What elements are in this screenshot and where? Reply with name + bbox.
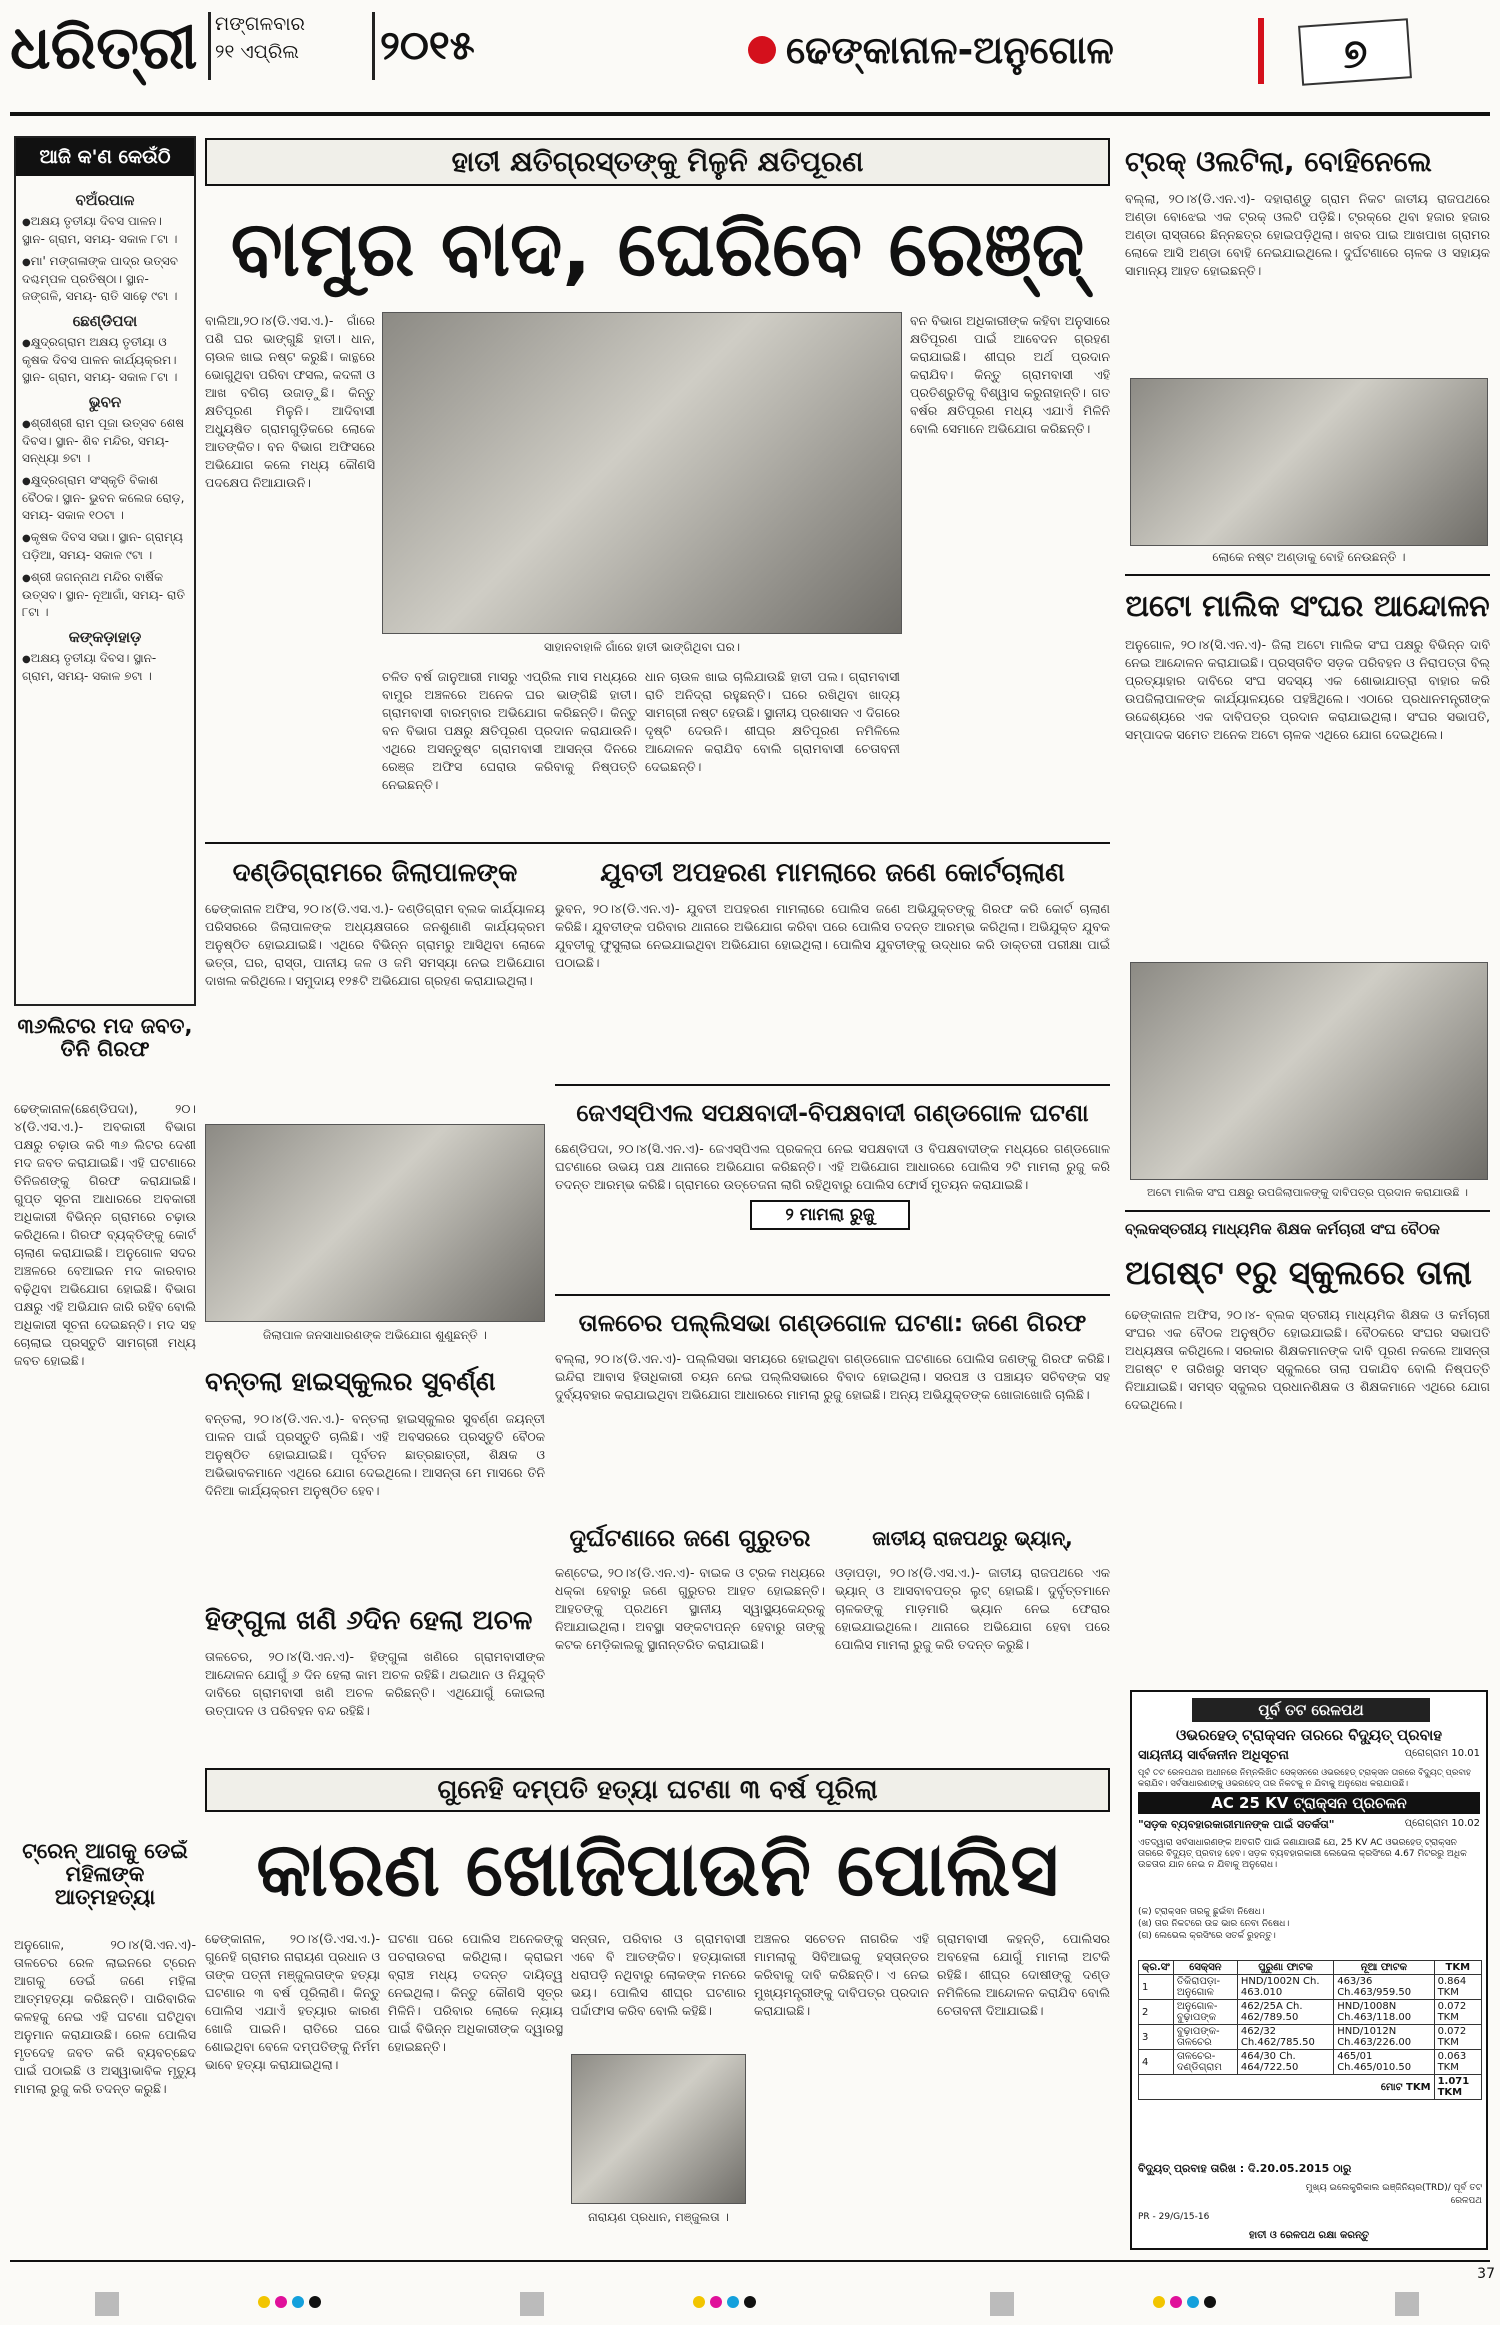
events-place: ଛେଣ୍ଡିପଦା — [72, 312, 138, 330]
ad-sub-title: "ସଡ଼କ ବ୍ୟବହାରକାରୀମାନଙ୍କ ପାଇଁ ସତର୍କତା" — [1138, 1818, 1335, 1831]
masthead-divider — [208, 12, 211, 80]
murder-col-3: ସନ୍ତାନ, ପରିବାର ଓ ଗ୍ରାମବାସୀ ଏବେ ବି ଆତଙ୍କିତ। ହତ୍ୟାକାରୀ ଧରାପଡ଼ି ନଥିବାରୁ ଲୋକଙ୍କ ମନରେ ଭୟ। ପୋଲିସ ଶୀଘ୍ର ଘଟଣାର ପର୍ଦ୍ଦାଫାସ କରିବ ବୋଲି କହିଛି। — [571, 1931, 746, 2018]
talcher-body: ବଲ୍ଲା, ୨୦।୪(ଡି.ଏନ.ଏ)- ପଲ୍ଲିସଭା ସମୟରେ ହୋଇଥିବା ଗଣ୍ଡଗୋଳ ଘଟଣାରେ ପୋଲିସ ଜଣଙ୍କୁ ଗିରଫ କରିଛି। ଇନ୍ଦିରା ଆବାସ ହିତାଧିକାରୀ ଚୟନ ନେଇ ପଲ୍ଲିସଭାରେ ବିବାଦ ହୋଇଥିଲା। ସରପଞ୍ଚ ଓ ପଞ୍ଚାୟତ ସଚିବଙ୍କ ସହ ଦୁର୍ବ୍ୟବହାର କରାଯାଇଥିବା ଅଭିଯୋଗ ଆଧାରରେ ମାମଲା ରୁଜୁ ହୋଇଛି। ଅନ୍ୟ ଅଭିଯୁକ୍ତଙ୍କ ଖୋଜାଖୋଜି ଚାଲିଛି। — [555, 1351, 1110, 1402]
ad-rule: (ଗ) ଲେଭେଲ କ୍ରସିଂରେ ସତର୍କ ରୁହନ୍ତୁ। — [1138, 1931, 1276, 1941]
murder-headline: କାରଣ ଖୋଜିପାଉନି ପୋଲିସ — [256, 1827, 1059, 1913]
event-item: ● ମା' ମଙ୍ଗଳାଙ୍କ ପାଦ୍ର ଉତ୍ସବ ଦଶ୍ଚମ୍ପଳ ପ୍ରତିଷ୍ଠା। ସ୍ଥାନ- ଜଙ୍ଗଳି, ସମୟ- ରାତି ସାଢ଼େ ୯ଟା । — [22, 253, 188, 305]
murder-col-5: ଗ୍ରାମବାସୀ କହନ୍ତି, ପୋଲିସର ଅବହେଳା ଯୋଗୁଁ ମାମଲା ଅଟକି ରହିଛି। ଶୀଘ୍ର ଦୋଷୀଙ୍କୁ ଦଣ୍ଡ ନମିଳିଲେ ଆନ୍ଦୋଳନ କରାଯିବ ବୋଲି ଚେତାବନୀ ଦିଆଯାଇଛି। — [937, 1931, 1110, 2018]
ad-cell: 463/36 Ch.463/959.50 — [1334, 1975, 1434, 2000]
ad-org: ପୂର୍ବ ତଟ ରେଳପଥ — [1192, 1698, 1430, 1722]
ad-cell: 462/25A Ch. 462/789.50 — [1237, 2000, 1333, 2025]
ad-pr-no: PR - 29/G/15-16 — [1138, 2212, 1210, 2222]
railway-notice-ad — [1130, 1690, 1488, 2250]
talcher-headline: ତାଳଚେର ପଲ୍ଲିସଭା ଗଣ୍ଡଗୋଳ ଘଟଣା: ଜଣେ ଗିରଫ — [578, 1309, 1087, 1337]
ad-cell: 2 — [1139, 2000, 1174, 2025]
ad-table — [1138, 1960, 1482, 2100]
truck-headline: ଟ୍ରକ୍ ଓଲଟିଲା, ବୋହିନେଲେ — [1125, 145, 1432, 178]
school-kicker: ବ୍ଲକସ୍ତରୀୟ ମାଧ୍ୟମିକ ଶିକ୍ଷକ କର୍ମଚାରୀ ସଂଘ ବୈଠକ — [1125, 1220, 1440, 1238]
event-item: ● କ୍ଷୁଦ୍ରଗ୍ରାମ ଅକ୍ଷୟ ତୃତୀୟା ଓ କୃଷକ ଦିବସ ପାଳନ କାର୍ଯ୍ୟକ୍ରମ। ସ୍ଥାନ- ଗ୍ରାମ, ସମୟ- ସକାଳ ୮ଟା । — [22, 334, 188, 386]
section-rule — [205, 842, 1110, 844]
ad-rules — [1138, 1906, 1480, 1954]
ad-cell: 462/32 Ch.462/785.50 — [1237, 2025, 1333, 2050]
loot-headline: ଜାତୀୟ ରାଜପଥରୁ ଭ୍ୟାନ୍, — [872, 1526, 1073, 1550]
event-item: ● କୃଷକ ଦିବସ ସଭା। ସ୍ଥାନ- ଗ୍ରାମ୍ୟ ପଡ଼ିଆ, ସମୟ- ସକାଳ ୯ଟା । — [22, 529, 188, 564]
ad-sub-no: ପ୍ରୋଗ୍ରାମ 10.02 — [1404, 1818, 1480, 1829]
table-row — [1139, 2050, 1482, 2075]
murder-victims-photo — [571, 2054, 746, 2204]
cmyk-dots-icon — [690, 2290, 760, 2314]
accident-headline: ଦୁର୍ଘଟଣାରେ ଜଣେ ଗୁରୁତର — [569, 1524, 811, 1552]
ad-signature: ମୁଖ୍ୟ ଇଲେକ୍ଟ୍ରିକାଲ ଇଞ୍ଜିନିୟର(TRD)/ ପୂର୍ବ ତଟ ରେଳପଥ — [1305, 2183, 1482, 2206]
ad-cell: 464/30 Ch. 464/722.50 — [1237, 2050, 1333, 2075]
jsp-subhead: ୨ ମାମଲା ରୁଜୁ — [750, 1200, 910, 1230]
ad-notice-no: ପ୍ରୋଗ୍ରାମ 10.01 — [1404, 1748, 1480, 1759]
event-item: ● କ୍ଷୁଦ୍ରଗ୍ରାମ ସଂସ୍କୃତି ବିକାଶ ବୈଠକ। ସ୍ଥାନ- ଭୁବନ କଲେଜ ରୋଡ଼, ସମୟ- ସକାଳ ୧୦ଟା । — [22, 472, 188, 524]
auto-body: ଅନୁଗୋଳ, ୨୦।୪(ସି.ଏନ.ଏ)- ଜିଲା ଅଟୋ ମାଲିକ ସଂଘ ପକ୍ଷରୁ ବିଭିନ୍ନ ଦାବି ନେଇ ଆନ୍ଦୋଳନ କରାଯାଇଛି। ପ୍ରସ୍ତାବିତ ସଡ଼କ ପରିବହନ ଓ ନିରାପତ୍ତା ବିଲ୍ ପ୍ରତ୍ୟାହାର ଦାବିରେ ସଂଘ ସଦସ୍ୟ ଏକ ଶୋଭାଯାତ୍ରା ବାହାର କରି ଉପଜିଲାପାଳଙ୍କ କାର୍ଯ୍ୟାଳୟରେ ପହଞ୍ଚିଥିଲେ। ଏଠାରେ ପ୍ରଧାନମନ୍ତ୍ରୀଙ୍କ ଉଦ୍ଦେଶ୍ୟରେ ଏକ ଦାବିପତ୍ର ପ୍ରଦାନ କରାଯାଇଥିଲା। ସଂଘର ସଭାପତି, ସମ୍ପାଦକ ସମେତ ଅନେକ ଅଟୋ ଚାଳକ ଏଥିରେ ଯୋଗ ଦେଇଥିଲେ। — [1125, 637, 1490, 742]
grievance-body: ଢେଙ୍କାନାଳ ଅଫିସ, ୨୦।୪(ଡି.ଏସ.ଏ.)- ଦଣ୍ଡିଗ୍ରାମ ବ୍ଲକ କାର୍ଯ୍ୟାଳୟ ପରିସରରେ ଜିଲାପାଳଙ୍କ ଅଧ୍ୟକ୍ଷତାରେ ଜନଶୁଣାଣି କାର୍ଯ୍ୟକ୍ରମ ଅନୁଷ୍ଠିତ ହୋଇଯାଇଛି। ଏଥିରେ ବିଭିନ୍ନ ଗ୍ରାମରୁ ଆସିଥିବା ଲୋକେ ଭତ୍ତା, ଘର, ରାସ୍ତା, ପାନୀୟ ଜଳ ଓ ଜମି ସମସ୍ୟା ନେଇ ଅଭିଯୋଗ ଦାଖଲ କରିଥିଲେ। ସମୁଦାୟ ୧୨୫ଟି ଅଭିଯୋଗ ଗ୍ରହଣ କରାଯାଇଥିଲା। — [205, 901, 545, 988]
jsp-headline: ଜେଏସ୍‌ପିଏଲ ସପକ୍ଷବାଦୀ-ବିପକ୍ଷବାଦୀ ଗଣ୍ଡଗୋଳ ଘଟଣା — [576, 1099, 1089, 1127]
train-body: ଅନୁଗୋଳ, ୨୦।୪(ସି.ଏନ.ଏ)- ତାଳଚେର ରେଳ ଲାଇନରେ ଟ୍ରେନ ଆଗକୁ ଡେଇଁ ଜଣେ ମହିଳା ଆତ୍ମହତ୍ୟା କରିଛନ୍ତି। ପାରିବାରିକ କଳହକୁ ନେଇ ଏହି ଘଟଣା ଘଟିଥିବା ଅନୁମାନ କରାଯାଉଛି। ରେଳ ପୋଲିସ ମୃତଦେହ ଜବତ କରି ବ୍ୟବଚ୍ଛେଦ ପାଇଁ ପଠାଇଛି ଓ ଅସ୍ୱାଭାବିକ ମୃତ୍ୟୁ ମାମଲା ରୁଜୁ କରି ତଦନ୍ତ କରୁଛି। — [14, 1937, 196, 2096]
section-rule — [1125, 574, 1490, 576]
ad-notice-title: ସାୟନୀୟ ସାର୍ବଜନୀନ ଅଧିସୂଚନା — [1138, 1748, 1289, 1763]
cmyk-dots-icon — [1150, 2290, 1220, 2314]
auto-headline: ଅଟୋ ମାଲିକ ସଂଘର ଆନ୍ଦୋଳନ — [1125, 589, 1490, 624]
jubilee-body: ବନ୍ତଲା, ୨୦।୪(ଡି.ଏନ.ଏ.)- ବନ୍ତଲା ହାଇସ୍କୁଲର ସୁବର୍ଣ୍ଣ ଜୟନ୍ତୀ ପାଳନ ପାଇଁ ପ୍ରସ୍ତୁତି ଚାଲିଛି। ଏହି ଅବସରରେ ପ୍ରସ୍ତୁତି ବୈଠକ ଅନୁଷ୍ଠିତ ହୋଇଯାଇଛି। ପୂର୍ବତନ ଛାତ୍ରଛାତ୍ରୀ, ଶିକ୍ଷକ ଓ ଅଭିଭାବକମାନେ ଏଥିରେ ଯୋଗ ଦେଇଥିଲେ। ଆସନ୍ତା ମେ ମାସରେ ତିନି ଦିନିଆ କାର୍ଯ୍ୟକ୍ରମ ଅନୁଷ୍ଠିତ ହେବ। — [205, 1411, 545, 1498]
truck-photo-caption: ଲୋକେ ନଷ୍ଟ ଅଣ୍ଡାକୁ ବୋହି ନେଉଛନ୍ତି । — [1212, 550, 1406, 564]
footer-rule — [10, 2260, 1490, 2262]
events-listing-box — [14, 136, 196, 1006]
elephant-col-2: ଚଳିତ ବର୍ଷ ଜାନୁଆରୀ ମାସରୁ ଏପ୍ରିଲ ମାସ ମଧ୍ୟରେ ବାମୁର ଅଞ୍ଚଳରେ ଅନେକ ଘର ଭାଙ୍ଗିଛି ହାତୀ। ଗ୍ରାମବାସୀ ବାରମ୍ବାର ଅଭିଯୋଗ କରିଛନ୍ତି। କିନ୍ତୁ ବନ ବିଭାଗ ପକ୍ଷରୁ କ୍ଷତିପୂରଣ ପ୍ରଦାନ କରାଯାଉନି। ଏଥିରେ ଅସନ୍ତୁଷ୍ଟ ଗ୍ରାମବାସୀ ଆସନ୍ତା ଦିନରେ ରେଞ୍ଜ ଅଫିସ ଘେରାଉ କରିବାକୁ ନିଷ୍ପତ୍ତି ନେଇଛନ୍ତି। — [382, 669, 637, 792]
ad-warning: ଓଭରହେଡ୍ ଟ୍ରାକ୍ସନ ତାରରେ ବିଦ୍ୟୁତ୍ ପ୍ରବାହ — [1175, 1726, 1443, 1744]
masthead-red-bar — [1258, 18, 1264, 84]
registration-mark — [990, 2292, 1014, 2316]
murder-col-2: ଘଟଣା ପରେ ପୋଲିସ ଅନେକଙ୍କୁ ପଚରାଉଚରା କରିଥିଲା। କ୍ରାଇମ ବ୍ରାଞ୍ଚ ମଧ୍ୟ ତଦନ୍ତ ଦାୟିତ୍ୱ ନେଇଥିଲା। କିନ୍ତୁ କୌଣସି ସୂତ୍ର ମିଳିନି। ପରିବାର ଲୋକେ ନ୍ୟାୟ ପାଇଁ ବିଭିନ୍ନ ଅଧିକାରୀଙ୍କ ଦ୍ୱାରସ୍ଥ ହୋଇଛନ୍ତି। — [388, 1931, 563, 2054]
ad-table-header: କ୍ର.ସଂ — [1139, 1961, 1174, 1975]
section-rule — [555, 1084, 1110, 1086]
ad-cell: HND/1012N Ch.463/226.00 — [1334, 2025, 1434, 2050]
elephant-headline: ବାମୁର ବାଦ, ଘେରିବେ ରେଞ୍ଜ୍ — [230, 204, 1085, 293]
events-listing-body — [22, 184, 188, 1000]
jubilee-headline: ବନ୍ତଲା ହାଇସ୍କୁଲର ସୁବର୍ଣ୍ଣ — [205, 1367, 496, 1397]
abduction-body: ଭୁବନ, ୨୦।୪(ଡି.ଏନ.ଏ)- ଯୁବତୀ ଅପହରଣ ମାମଲାରେ ପୋଲିସ ଜଣେ ଅଭିଯୁକ୍ତଙ୍କୁ ଗିରଫ କରି କୋର୍ଟ ଚାଲାଣ କରିଛି। ଯୁବତୀଙ୍କ ପରିବାର ଥାନାରେ ଅଭିଯୋଗ କରିବା ପରେ ପୋଲିସ ତଦନ୍ତ ଆରମ୍ଭ କରିଥିଲା। ଅଭିଯୁକ୍ତ ଯୁବକ ଯୁବତୀକୁ ଫୁସୁଲାଇ ନେଇଯାଇଥିବା ଅଭିଯୋଗ ହୋଇଥିଲା। ପୋଲିସ ଯୁବତୀଙ୍କୁ ଉଦ୍ଧାର କରି ଡାକ୍ତରୀ ପରୀକ୍ଷା ପାଇଁ ପଠାଇଛି। — [555, 901, 1110, 970]
page-number: ୭ — [1298, 18, 1412, 86]
ad-date-line: ବିଦ୍ୟୁତ୍ ପ୍ରବାହ ତାରିଖ : ଦି.20.05.2015 ଠାରୁ — [1138, 2162, 1352, 2175]
mine-body: ତାଳଚେର, ୨୦।୪(ସି.ଏନ.ଏ)- ହିଙ୍ଗୁଳା ଖଣିରେ ଗ୍ରାମବାସୀଙ୍କ ଆନ୍ଦୋଳନ ଯୋଗୁଁ ୬ ଦିନ ହେଲା କାମ ଅଚଳ ରହିଛି। ଥଇଥାନ ଓ ନିଯୁକ୍ତି ଦାବିରେ ଗ୍ରାମବାସୀ ଖଣି ଅଚଳ କରିଛନ୍ତି। ଏଥିଯୋଗୁଁ କୋଇଲା ଉତ୍ପାଦନ ଓ ପରିବହନ ବନ୍ଦ ରହିଛି। — [205, 1649, 545, 1718]
elephant-col-4: ବନ ବିଭାଗ ଅଧିକାରୀଙ୍କ କହିବା ଅନୁସାରେ କ୍ଷତିପୂରଣ ପାଇଁ ଆବେଦନ ଗ୍ରହଣ କରାଯାଇଛି। ଶୀଘ୍ର ଅର୍ଥ ପ୍ରଦାନ କରାଯିବ। କିନ୍ତୁ ଗ୍ରାମବାସୀ ଏହି ପ୍ରତିଶ୍ରୁତିକୁ ବିଶ୍ୱାସ କରୁନାହାନ୍ତି। ଗତ ବର୍ଷର କ୍ଷତିପୂରଣ ମଧ୍ୟ ଏଯାଏଁ ମିଳିନି ବୋଲି ସେମାନେ ଅଭିଯୋଗ କରିଛନ୍ତି। — [910, 313, 1110, 436]
elephant-kicker: ହାତୀ କ୍ଷତିଗ୍ରସ୍ତଙ୍କୁ ମିଳୁନି କ୍ଷତିପୂରଣ — [205, 138, 1110, 186]
section-rule — [555, 1294, 1110, 1296]
ad-para-2: ଏତଦ୍ୱାରା ସର୍ବସାଧାରଣଙ୍କ ଅବଗତି ପାଇଁ ଜଣାଯାଉଛି ଯେ, 25 KV AC ଓଭରହେଡ୍ ଟ୍ରାକ୍ସନ ତାରରେ ବିଦ୍ୟୁତ୍ ପ୍ରବାହ ହେବ। ସଡ଼କ ବ୍ୟବହାରକାରୀ ଲେଭେଲ କ୍ରସିଂରେ 4.67 ମିଟରରୁ ଅଧିକ ଉଚ୍ଚତାର ଯାନ ନେଇ ନ ଯିବାକୁ ଅନୁରୋଧ। — [1138, 1838, 1467, 1870]
elephant-col-3: ଧାନ ଚାଉଳ ଖାଇ ଚାଲିଯାଉଛି ହାତୀ ପଲ। ଗ୍ରାମବାସୀ ରାତି ଅନିଦ୍ରା ରହୁଛନ୍ତି। ଘରେ ରଖିଥିବା ଖାଦ୍ୟ ସାମଗ୍ରୀ ନଷ୍ଟ ହେଉଛି। ସ୍ଥାନୀୟ ପ୍ରଶାସନ ଏ ଦିଗରେ ଦୃଷ୍ଟି ଦେଉନି। ଶୀଘ୍ର କ୍ଷତିପୂରଣ ନମିଳିଲେ ଆନ୍ଦୋଳନ କରାଯିବ ବୋଲି ଗ୍ରାମବାସୀ ଚେତାବନୀ ଦେଇଛନ୍ତି। — [645, 669, 900, 774]
ad-cell: 3 — [1139, 2025, 1174, 2050]
abduction-headline: ଯୁବତୀ ଅପହରଣ ମାମଲାରେ ଜଣେ କୋର୍ଟଚାଲାଣ — [600, 858, 1065, 888]
ad-cell: HND/1008N Ch.463/118.00 — [1334, 2000, 1434, 2025]
events-place: ଭୁବନ — [88, 393, 122, 411]
folio-number: 37 — [1477, 2266, 1495, 2282]
truck-body: ବଲ୍ଲା, ୨୦।୪(ଡି.ଏନ.ଏ)- ଦହାରାଣ୍ଡୁ ଗ୍ରାମ ନିକଟ ଜାତୀୟ ରାଜପଥରେ ଅଣ୍ଡା ବୋଝେଇ ଏକ ଟ୍ରକ୍ ଓଲଟି ପଡ଼ିଛି। ଟ୍ରକ୍‌ରେ ଥିବା ହଜାର ହଜାର ଅଣ୍ଡା ରାସ୍ତାରେ ଛିନ୍ନଛତ୍ର ହୋଇପଡ଼ିଥିଲା। ଖବର ପାଇ ଆଖପାଖ ଗ୍ରାମର ଲୋକେ ଆସି ଅଣ୍ଡା ବୋହି ନେଇଯାଇଥିଲେ। ଦୁର୍ଘଟଣାରେ ଚାଳକ ଓ ସହାୟକ ସାମାନ୍ୟ ଆହତ ହୋଇଛନ୍ତି। — [1125, 191, 1490, 278]
murder-photo-caption: ନାରାୟଣ ପ୍ରଧାନ, ମଞ୍ଜୁଲତା । — [588, 2210, 729, 2224]
color-registration-dots — [255, 2290, 325, 2314]
events-listing-title: ଆଜି କ'ଣ କେଉଁଠି — [16, 138, 194, 176]
ad-cell: ତିକିରାପଡ଼ା-ଅନୁଗୋଳ — [1173, 1975, 1237, 2000]
ad-cell: 0.864 TKM — [1434, 1975, 1481, 2000]
table-row — [1139, 1975, 1482, 2000]
event-item: ● ଅକ୍ଷୟ ତୃତୀୟା ଦିବସ ପାଳନ। ସ୍ଥାନ- ଗ୍ରାମ, ସମୟ- ସକାଳ ୮ଟା । — [22, 213, 188, 248]
ad-cell: 1 — [1139, 1975, 1174, 2000]
loot-body: ଓଡ଼ାପଡ଼ା, ୨୦।୪(ଡି.ଏସ.ଏ.)- ଜାତୀୟ ରାଜପଥରେ ଏକ ଭ୍ୟାନ୍ ଓ ଆସବାବପତ୍ର ଲୁଟ୍ ହୋଇଛି। ଦୁର୍ବୃତ୍ତମାନେ ଚାଳକଙ୍କୁ ମାଡ଼ମାରି ଭ୍ୟାନ ନେଇ ଫେରାର ହୋଇଯାଇଥିଲେ। ଥାନାରେ ଅଭିଯୋଗ ହେବା ପରେ ପୋଲିସ ମାମଲା ରୁଜୁ କରି ତଦନ୍ତ କରୁଛି। — [835, 1565, 1110, 1652]
event-item: ● ଅକ୍ଷୟ ତୃତୀୟା ଦିବସ। ସ୍ଥାନ- ଗ୍ରାମ, ସମୟ- ସକାଳ ୭ଟା । — [22, 650, 188, 685]
table-row — [1139, 2000, 1482, 2025]
elephant-col-1: ବାଲିଆ,୨୦।୪(ଡି.ଏସ.ଏ.)- ଗାଁରେ ପଶି ଘର ଭାଙ୍ଗୁଛି ହାତୀ। ଧାନ, ଚାଉଳ ଖାଇ ନଷ୍ଟ କରୁଛି। କାନ୍ଥରେ ଭୋଗୁଥିବା ପରିବା ଫସଲ, କଦଳୀ ଓ ଆଖ ବଗିଚା ଉଜାଡ଼ୁଛି। କିନ୍ତୁ କ୍ଷତିପୂରଣ ମିଳୁନି। ଆଦିବାସୀ ଅଧ୍ୟୁଷିତ ଗ୍ରାମଗୁଡ଼ିକରେ ଲୋକେ ଆତଙ୍କିତ। ବନ ବିଭାଗ ଅଫିସରେ ଅଭିଯୋଗ କଲେ ମଧ୍ୟ କୌଣସି ପଦକ୍ଷେପ ନିଆଯାଉନି। — [205, 313, 375, 490]
events-place: ବଅଁରପାଳ — [75, 191, 135, 209]
mine-headline: ହିଙ୍ଗୁଳା ଖଣି ୬ଦିନ ହେଲା ଅଚଳ — [205, 1605, 533, 1636]
table-row — [1139, 2025, 1482, 2050]
ad-table-header: ନୂଆ ଫାଟକ — [1334, 1961, 1434, 1975]
grievance-headline: ଦଣ୍ଡିଗ୍ରାମରେ ଜିଲାପାଳଙ୍କ — [232, 858, 518, 888]
masthead-date: ୨୧ ଏପ୍ରିଲ — [215, 41, 299, 63]
ad-bar: AC 25 KV ଟ୍ରାକ୍ସନ ପ୍ରଚଳନ — [1138, 1792, 1480, 1814]
section-rule — [1125, 1210, 1490, 1212]
liquor-body: ଢେଙ୍କାନାଳ(ଛେଣ୍ଡିପଦା), ୨୦।୪(ଡି.ଏସ.ଏ.)- ଅବକାରୀ ବିଭାଗ ପକ୍ଷରୁ ଚଢ଼ାଉ କରି ୩୬ ଲିଟର ଦେଶୀ ମଦ ଜବତ କରାଯାଇଛି। ଏହି ଘଟଣାରେ ତିନିଜଣଙ୍କୁ ଗିରଫ କରାଯାଇଛି। ଗୁପ୍ତ ସୂଚନା ଆଧାରରେ ଅବକାରୀ ଅଧିକାରୀ ବିଭିନ୍ନ ଗ୍ରାମରେ ଚଢ଼ାଉ କରିଥିଲେ। ଗିରଫ ବ୍ୟକ୍ତିଙ୍କୁ କୋର୍ଟ ଚାଲାଣ କରାଯାଇଛି। ଅନୁଗୋଳ ସଦର ଅଞ୍ଚଳରେ ବେଆଇନ ମଦ କାରବାର ବଢ଼ିଥିବା ଅଭିଯୋଗ ହୋଇଛି। ବିଭାଗ ପକ୍ଷରୁ ଏହି ଅଭିଯାନ ଜାରି ରହିବ ବୋଲି ଅଧିକାରୀ ସୂଚନା ଦେଇଛନ୍ତି। ମଦ ସହ ଚୋଲାଇ ପ୍ରସ୍ତୁତି ସାମଗ୍ରୀ ମଧ୍ୟ ଜବତ ହୋଇଛି। — [14, 1101, 196, 1368]
murder-col-4: ଅଞ୍ଚଳର ସଚେତନ ନାଗରିକ ଏହି ମାମଲାକୁ ସିବିଆଇକୁ ହସ୍ତାନ୍ତର କରିବାକୁ ଦାବି କରିଛନ୍ତି। ଏ ନେଇ ମୁଖ୍ୟମନ୍ତ୍ରୀଙ୍କୁ ଦାବିପତ୍ର ପ୍ରଦାନ କରାଯାଇଛି। — [754, 1931, 929, 2018]
event-item: ● ଶ୍ରୀଶ୍ରୀ ରାମ ପୂଜା ଉତ୍ସବ ଶେଷ ଦିବସ। ସ୍ଥାନ- ଶିବ ମନ୍ଦିର, ସମୟ- ସନ୍ଧ୍ୟା ୭ଟା । — [22, 415, 188, 467]
ad-cell: 0.072 TKM — [1434, 2000, 1481, 2025]
ad-total-label: ମୋଟ TKM — [1139, 2075, 1435, 2100]
ad-cell: 0.063 TKM — [1434, 2050, 1481, 2075]
school-body: ଢେଙ୍କାନାଳ ଅଫିସ, ୨୦।୪- ବ୍ଲକ ସ୍ତରୀୟ ମାଧ୍ୟମିକ ଶିକ୍ଷକ ଓ କର୍ମଚାରୀ ସଂଘର ଏକ ବୈଠକ ଅନୁଷ୍ଠିତ ହୋଇଯାଇଛି। ବୈଠକରେ ସଂଘର ସଭାପତି ଅଧ୍ୟକ୍ଷତା କରିଥିଲେ। ସରକାର ଶିକ୍ଷକମାନଙ୍କ ଦାବି ପୂରଣ ନକଲେ ଆସନ୍ତା ଅଗଷ୍ଟ ୧ ତାରିଖରୁ ସମସ୍ତ ସ୍କୁଲରେ ତାଲା ପକାଯିବ ବୋଲି ନିଷ୍ପତ୍ତି ନିଆଯାଇଛି। ସମସ୍ତ ସ୍କୁଲର ପ୍ରଧାନଶିକ୍ଷକ ଓ ଶିକ୍ଷକମାନେ ଏଥିରେ ଯୋଗ ଦେଇଥିଲେ। — [1125, 1307, 1490, 1412]
ad-cell: ବୁଢ଼ାପଙ୍କ-ତାଳଚେର — [1173, 2025, 1237, 2050]
registration-mark — [95, 2292, 119, 2316]
ad-table-header: ସେକ୍ସନ — [1173, 1961, 1237, 1975]
masthead-day: ମଙ୍ଗଳବାର — [215, 13, 305, 35]
grievance-photo — [205, 1124, 545, 1322]
ad-rule: (କ) ଟ୍ରାକ୍ସନ ତାରକୁ ଛୁଇଁବା ନିଷେଧ। — [1138, 1907, 1265, 1917]
ad-cell: ଅନୁଗୋଳ-ବୁଢ଼ାପଙ୍କ — [1173, 2000, 1237, 2025]
events-place: କଙ୍କଡ଼ାହାଡ଼ — [68, 628, 142, 646]
train-headline: ଟ୍ରେନ୍ ଆଗକୁ ଡେଇଁ ମହିଳାଙ୍କ ଆତ୍ମହତ୍ୟା — [22, 1840, 188, 1910]
ad-footer: ହାତୀ ଓ ରେଳପଥ ରକ୍ଷା କରନ୍ତୁ — [1249, 2230, 1369, 2241]
auto-memorandum-photo — [1130, 962, 1488, 1180]
auto-photo-caption: ଅଟୋ ମାଲିକ ସଂଘ ପକ୍ଷରୁ ଉପଜିଲାପାଳଙ୍କୁ ଦାବିପତ୍ର ପ୍ରଦାନ କରାଯାଉଛି । — [1147, 1186, 1468, 1199]
ad-table-header: TKM — [1434, 1961, 1481, 1975]
ad-rule: (ଖ) ତାର ନିକଟରେ ଉଚ୍ଚ ଭାର ନେବା ନିଷେଧ। — [1138, 1919, 1290, 1929]
masthead-region: ଢେଙ୍କାନାଳ-ଅନୁଗୋଳ — [786, 28, 1114, 72]
registration-mark — [1395, 2292, 1419, 2316]
school-headline: ଅଗଷ୍ଟ ୧ରୁ ସ୍କୁଲରେ ତାଲା — [1125, 1253, 1472, 1292]
ad-cell: 0.072 TKM — [1434, 2025, 1481, 2050]
color-registration-dots — [690, 2290, 760, 2314]
elephant-damage-photo — [382, 312, 902, 634]
jsp-body: ଛେଣ୍ଡିପଦା, ୨୦।୪(ସି.ଏନ.ଏ)- ଜେଏସ୍‌ପିଏଲ ପ୍ରକଳ୍ପ ନେଇ ସପକ୍ଷବାଦୀ ଓ ବିପକ୍ଷବାଦୀଙ୍କ ମଧ୍ୟରେ ଗଣ୍ଡଗୋଳ ଘଟଣାରେ ଉଭୟ ପକ୍ଷ ଥାନାରେ ଅଭିଯୋଗ କରିଛନ୍ତି। ଏହି ଅଭିଯୋଗ ଆଧାରରେ ପୋଲିସ ୨ଟି ମାମଲା ରୁଜୁ କରି ତଦନ୍ତ ଆରମ୍ଭ କରିଛି। ଗ୍ରାମରେ ଉତ୍ତେଜନା ଲାଗି ରହିଥିବାରୁ ପୋଲିସ ଫୋର୍ସ ମୁତୟନ କରାଯାଇଛି। — [555, 1141, 1110, 1192]
masthead-rule — [10, 112, 1490, 116]
ad-cell: HND/1002N Ch. 463.010 — [1237, 1975, 1333, 2000]
ad-total: 1.071 TKM — [1434, 2075, 1481, 2100]
truck-accident-photo — [1130, 378, 1488, 546]
masthead-day-date — [215, 10, 365, 80]
elephant-photo-caption: ସାହାନବାହାଳି ଗାଁରେ ହାତୀ ଭାଙ୍ଗିଥିବା ଘର। — [543, 640, 741, 654]
murder-kicker: ଗୁନେହି ଦମ୍ପତି ହତ୍ୟା ଘଟଣା ୩ ବର୍ଷ ପୂରିଲା — [205, 1768, 1110, 1812]
ad-table-header: ପୁରୁଣା ଫାଟକ — [1237, 1961, 1333, 1975]
event-item: ● ଶ୍ରୀ ଜଗନ୍ନାଥ ମନ୍ଦିର ବାର୍ଷିକ ଉତ୍ସବ। ସ୍ଥାନ- ନୂଆଗାଁ, ସମୟ- ରାତି ୮ଟା । — [22, 569, 188, 621]
masthead-year: ୨୦୧୫ — [380, 23, 475, 69]
ad-cell: 465/01 Ch.465/010.50 — [1334, 2050, 1434, 2075]
color-registration-dots — [1150, 2290, 1220, 2314]
grievance-photo-caption: ଜିଲାପାଳ ଜନସାଧାରଣଙ୍କ ଅଭିଯୋଗ ଶୁଣୁଛନ୍ତି । — [263, 1328, 487, 1342]
masthead-divider — [372, 12, 375, 80]
newspaper-logo: ଧରିତ୍ରୀ — [10, 13, 198, 83]
accident-body: କଣ୍ଟେଇ, ୨୦।୪(ଡି.ଏନ.ଏ)- ବାଇକ ଓ ଟ୍ରକ ମଧ୍ୟରେ ଧକ୍କା ହେବାରୁ ଜଣେ ଗୁରୁତର ଆହତ ହୋଇଛନ୍ତି। ଆହତଙ୍କୁ ପ୍ରଥମେ ସ୍ଥାନୀୟ ସ୍ୱାସ୍ଥ୍ୟକେନ୍ଦ୍ରକୁ ନିଆଯାଇଥିଲା। ଅବସ୍ଥା ସଙ୍କଟାପନ୍ନ ହେବାରୁ ତାଙ୍କୁ କଟକ ମେଡ଼ିକାଲକୁ ସ୍ଥାନାନ୍ତରିତ କରାଯାଇଛି। — [555, 1565, 825, 1652]
liquor-headline: ୩୬ଲିଟର ମଦ ଜବତ, ତିନି ଗିରଫ — [17, 1015, 193, 1062]
murder-col-1: ଢେଙ୍କାନାଳ, ୨୦।୪(ଡି.ଏସ.ଏ.)- ଗୁନେହି ଗ୍ରାମର ନାରାୟଣ ପ୍ରଧାନ ଓ ତାଙ୍କ ପତ୍ନୀ ମଞ୍ଜୁଲତାଙ୍କ ହତ୍ୟା ଘଟଣାର ୩ ବର୍ଷ ପୂରିଲାଣି। କିନ୍ତୁ ପୋଲିସ ଏଯାଏଁ ହତ୍ୟାର କାରଣ ଖୋଜି ପାଇନି। ରାତିରେ ଘରେ ଶୋଇଥିବା ବେଳେ ଦମ୍ପତିଙ୍କୁ ନିର୍ମମ ଭାବେ ହତ୍ୟା କରାଯାଇଥିଲା। — [205, 1931, 380, 2072]
ad-cell: ତାଳଚେର-ଦଣ୍ଡିଗ୍ରାମ — [1173, 2050, 1237, 2075]
registration-mark — [520, 2292, 544, 2316]
ad-cell: 4 — [1139, 2050, 1174, 2075]
table-row — [1139, 2075, 1482, 2100]
ad-para-1: ପୂର୍ବ ତଟ ରେଳପଥର ଅଧୀନରେ ନିମ୍ନଲିଖିତ ସେକ୍ସନରେ ଓଭରହେଡ୍ ଟ୍ରାକ୍ସନ ତାରରେ ବିଦ୍ୟୁତ୍ ପ୍ରବାହ କରାଯିବ। ସର୍ବସାଧାରଣଙ୍କୁ ଓଭରହେଡ୍ ତାର ନିକଟକୁ ନ ଯିବାକୁ ଅନୁରୋଧ କରାଯାଉଛି। — [1138, 1768, 1472, 1789]
cmyk-dots-icon — [255, 2290, 325, 2314]
